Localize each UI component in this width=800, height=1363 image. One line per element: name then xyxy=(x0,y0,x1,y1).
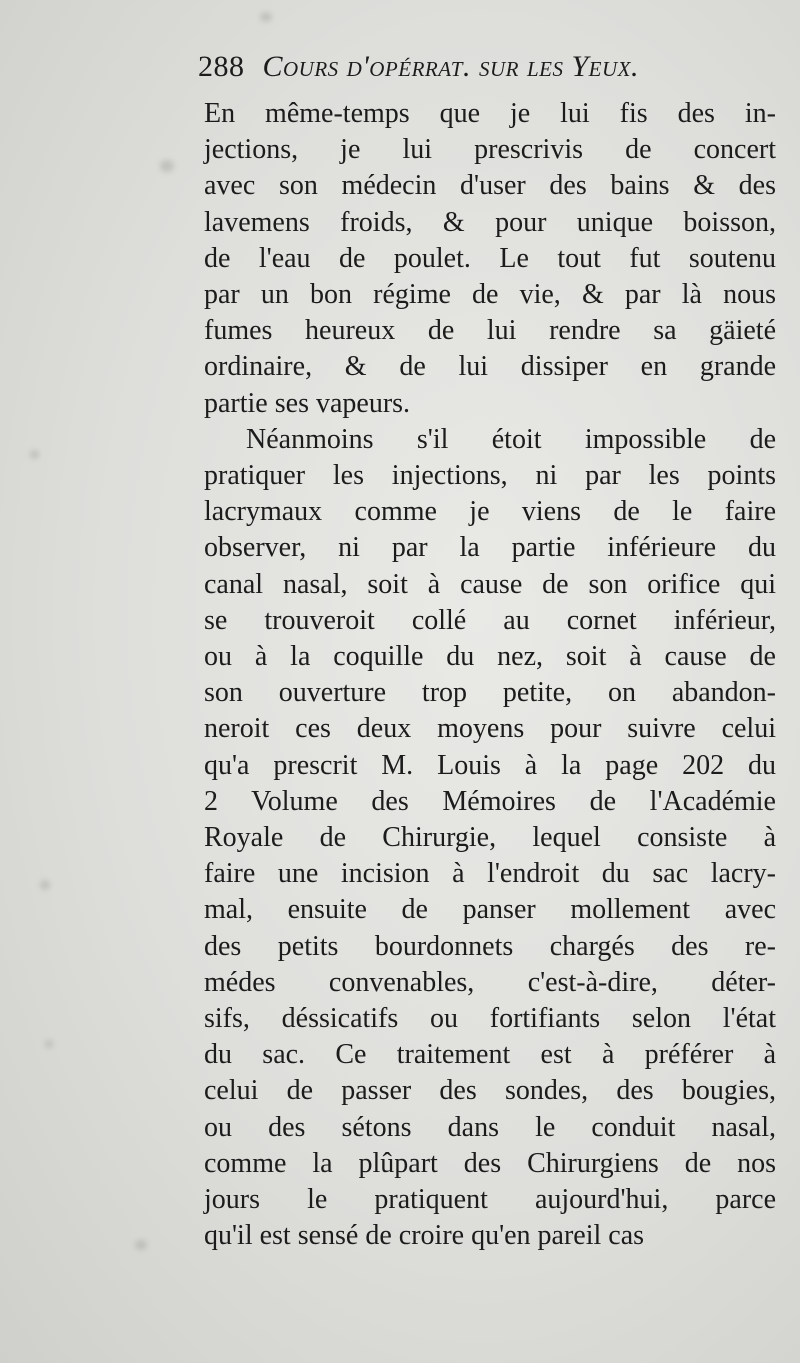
text-line: se trouveroit collé au cornet inférieur, xyxy=(204,604,776,636)
foxing-spot xyxy=(160,160,174,172)
text-line: médes convenables, c'est-à-dire, déter- xyxy=(204,966,776,998)
running-title: Cours d'opérrat. sur les Yeux. xyxy=(262,50,639,83)
foxing-spot xyxy=(30,450,39,459)
text-line: celui de passer des sondes, des bougies, xyxy=(204,1075,776,1107)
text-line: lavemens froids, & pour unique boisson, xyxy=(204,206,776,238)
text-line: observer, ni par la partie inférieure du xyxy=(204,532,776,564)
text-line: jours le pratiquent aujourd'hui, parce xyxy=(204,1184,776,1216)
text-line: partie ses vapeurs. xyxy=(204,387,411,419)
text-line: lacrymaux comme je viens de le faire xyxy=(204,496,776,528)
page-number: 288 xyxy=(198,50,245,83)
text-line: mal, ensuite de panser mollement avec xyxy=(204,894,776,926)
foxing-spot xyxy=(40,880,50,890)
foxing-spot xyxy=(260,12,272,22)
text-line: qu'a prescrit M. Louis à la page 202 du xyxy=(204,749,776,781)
text-line: son ouverture trop petite, on abandon- xyxy=(204,677,776,709)
text-line: par un bon régime de vie, & par là nous xyxy=(204,279,776,311)
text-line: jections, je lui prescrivis de concert xyxy=(204,134,776,166)
text-line: canal nasal, soit à cause de son orifice qui xyxy=(204,568,776,600)
text-line: ou des sétons dans le conduit nasal, xyxy=(204,1111,776,1143)
text-line: neroit ces deux moyens pour suivre celui xyxy=(204,713,776,745)
text-line: Néanmoins s'il étoit impossible de xyxy=(246,423,776,455)
text-line: des petits bourdonnets chargés des re- xyxy=(204,930,776,962)
text-line: comme la plûpart des Chirurgiens de nos xyxy=(204,1147,776,1179)
text-line: sifs, déssicatifs ou fortifiants selon l'état xyxy=(204,1003,776,1035)
text-line: avec son médecin d'user des bains & des xyxy=(204,170,776,202)
page-header xyxy=(198,50,768,100)
text-line: pratiquer les injections, ni par les points xyxy=(204,460,776,492)
foxing-spot xyxy=(45,1040,53,1048)
text-line: ordinaire, & de lui dissiper en grande xyxy=(204,351,776,383)
foxing-spot xyxy=(135,1240,147,1250)
body-text xyxy=(204,96,776,1255)
text-line: de l'eau de poulet. Le tout fut soutenu xyxy=(204,242,776,274)
text-line: ou à la coquille du nez, soit à cause de xyxy=(204,641,776,673)
text-line: faire une incision à l'endroit du sac lacry- xyxy=(204,858,776,890)
text-line: qu'il est sensé de croire qu'en pareil cas xyxy=(204,1220,645,1252)
text-line: 2 Volume des Mémoires de l'Académie xyxy=(204,785,776,817)
text-line: du sac. Ce traitement est à préférer à xyxy=(204,1039,776,1071)
text-line: Royale de Chirurgie, lequel consiste à xyxy=(204,822,776,854)
text-line: fumes heureux de lui rendre sa gäieté xyxy=(204,315,776,347)
text-line: En même-temps que je lui fis des in- xyxy=(204,98,776,129)
